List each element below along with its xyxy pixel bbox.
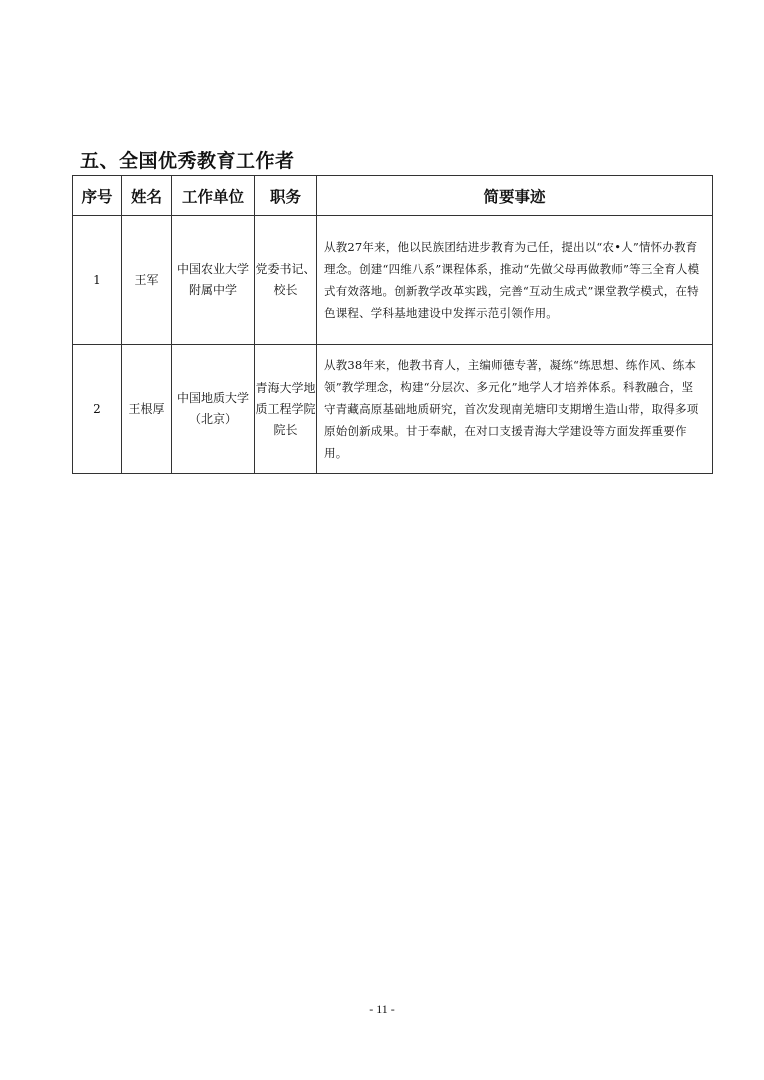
cell-position: 党委书记、校长 [255, 216, 317, 345]
table-row [73, 216, 713, 345]
cell-index: 2 [73, 345, 122, 474]
page-number: - 11 - [369, 1002, 395, 1016]
cell-position: 青海大学地质工程学院院长 [255, 345, 317, 474]
cell-name: 王根厚 [122, 345, 172, 474]
header-unit: 工作单位 [172, 176, 255, 216]
header-index: 序号 [73, 176, 122, 216]
cell-name: 王军 [122, 216, 172, 345]
table-row [73, 345, 713, 474]
cell-unit: 中国农业大学附属中学 [172, 216, 255, 345]
table-header-row [73, 176, 713, 216]
header-summary: 简要事迹 [317, 176, 713, 216]
cell-index: 1 [73, 216, 122, 345]
cell-summary: 从教38年来，他教书育人，主编师德专著，凝练“练思想、练作风、练本领”教学理念，构建“分层次、多元化”地学人才培养体系。科教融合，坚守青藏高原基础地质研究，首次发现南羌塘印支期增生造山带，取得多项原始创新成果。甘于奉献，在对口支援青海大学建设等方面发挥重要作用。 [317, 345, 713, 474]
cell-unit: 中国地质大学（北京） [172, 345, 255, 474]
honoree-table [72, 175, 713, 474]
header-position: 职务 [255, 176, 317, 216]
cell-summary: 从教27年来，他以民族团结进步教育为己任，提出以“农•人”情怀办教育理念。创建“四维八系”课程体系，推动“先做父母再做教师”等三全育人模式有效落地。创新教学改革实践，完善“互动生成式”课堂教学模式，在特色课程、学科基地建设中发挥示范引领作用。 [317, 216, 713, 345]
section-title: 五、全国优秀教育工作者 [80, 150, 295, 172]
header-name: 姓名 [122, 176, 172, 216]
